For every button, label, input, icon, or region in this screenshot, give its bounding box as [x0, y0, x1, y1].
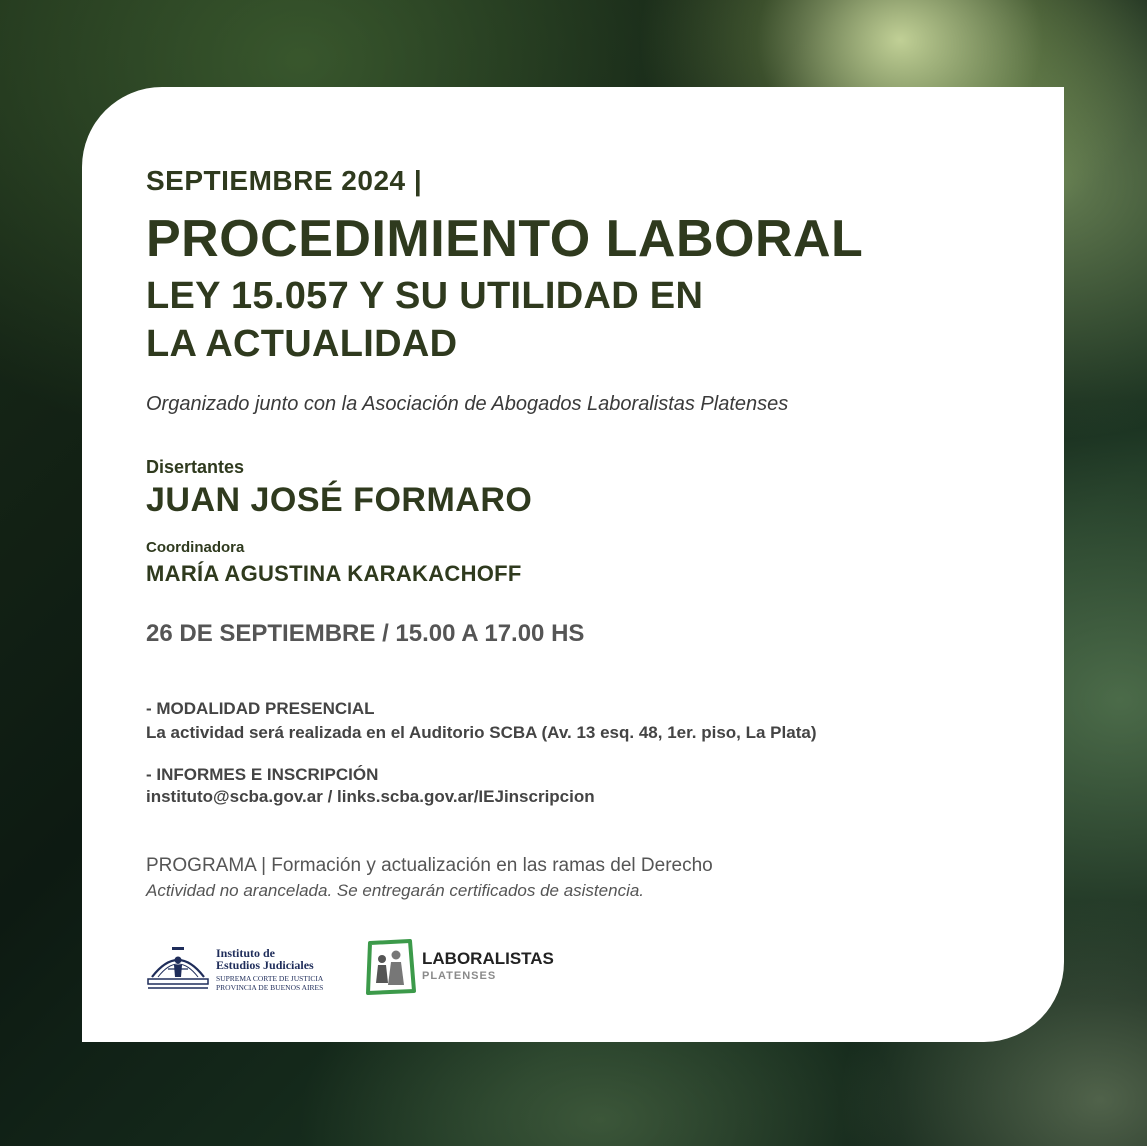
modality-heading: - MODALIDAD PRESENCIAL: [146, 699, 375, 718]
registration-text: instituto@scba.gov.ar / links.scba.gov.ar/IEJinscripcion: [146, 787, 595, 806]
modality-text: La actividad será realizada en el Auditorio SCBA (Av. 13 esq. 48, 1er. piso, La Plata): [146, 723, 817, 742]
institute-logo-line3: SUPREMA CORTE DE JUSTICIA: [216, 974, 324, 983]
speaker-name: JUAN JOSÉ FORMARO: [146, 481, 533, 519]
coordinator-name: MARÍA AGUSTINA KARAKACHOFF: [146, 561, 522, 586]
registration-heading: - INFORMES E INSCRIPCIÓN: [146, 765, 379, 784]
event-subtitle-line2: LA ACTUALIDAD: [146, 323, 458, 365]
speakers-label: Disertantes: [146, 457, 245, 477]
laboralistas-logo-line2: PLATENSES: [422, 970, 497, 982]
coordinator-label: Coordinadora: [146, 539, 245, 556]
institute-logo-line4: PROVINCIA DE BUENOS AIRES: [216, 983, 324, 992]
institute-emblem-icon: [146, 943, 210, 991]
laboralistas-logo: [364, 939, 554, 995]
event-subtitle-line1: LEY 15.057 Y SU UTILIDAD EN: [146, 275, 704, 317]
chess-pieces-icon: [364, 939, 416, 995]
fee-note: Actividad no arancelada. Se entregarán certificados de asistencia.: [146, 881, 645, 900]
institute-logo-line1: Instituto de: [216, 946, 276, 960]
program-line: PROGRAMA | Formación y actualización en las ramas del Derecho: [146, 855, 713, 876]
event-schedule: 26 DE SEPTIEMBRE / 15.00 A 17.00 HS: [146, 620, 585, 647]
event-title: PROCEDIMIENTO LABORAL: [146, 210, 864, 268]
event-card: [82, 87, 1064, 1042]
institute-logo: [146, 943, 326, 991]
organizer-note: Organizado junto con la Asociación de Abogados Laboralistas Platenses: [146, 393, 789, 415]
institute-logo-line2: Estudios Judiciales: [216, 958, 314, 972]
event-date-line: SEPTIEMBRE 2024 |: [146, 165, 423, 196]
laboralistas-logo-line1: LABORALISTAS: [422, 949, 554, 968]
